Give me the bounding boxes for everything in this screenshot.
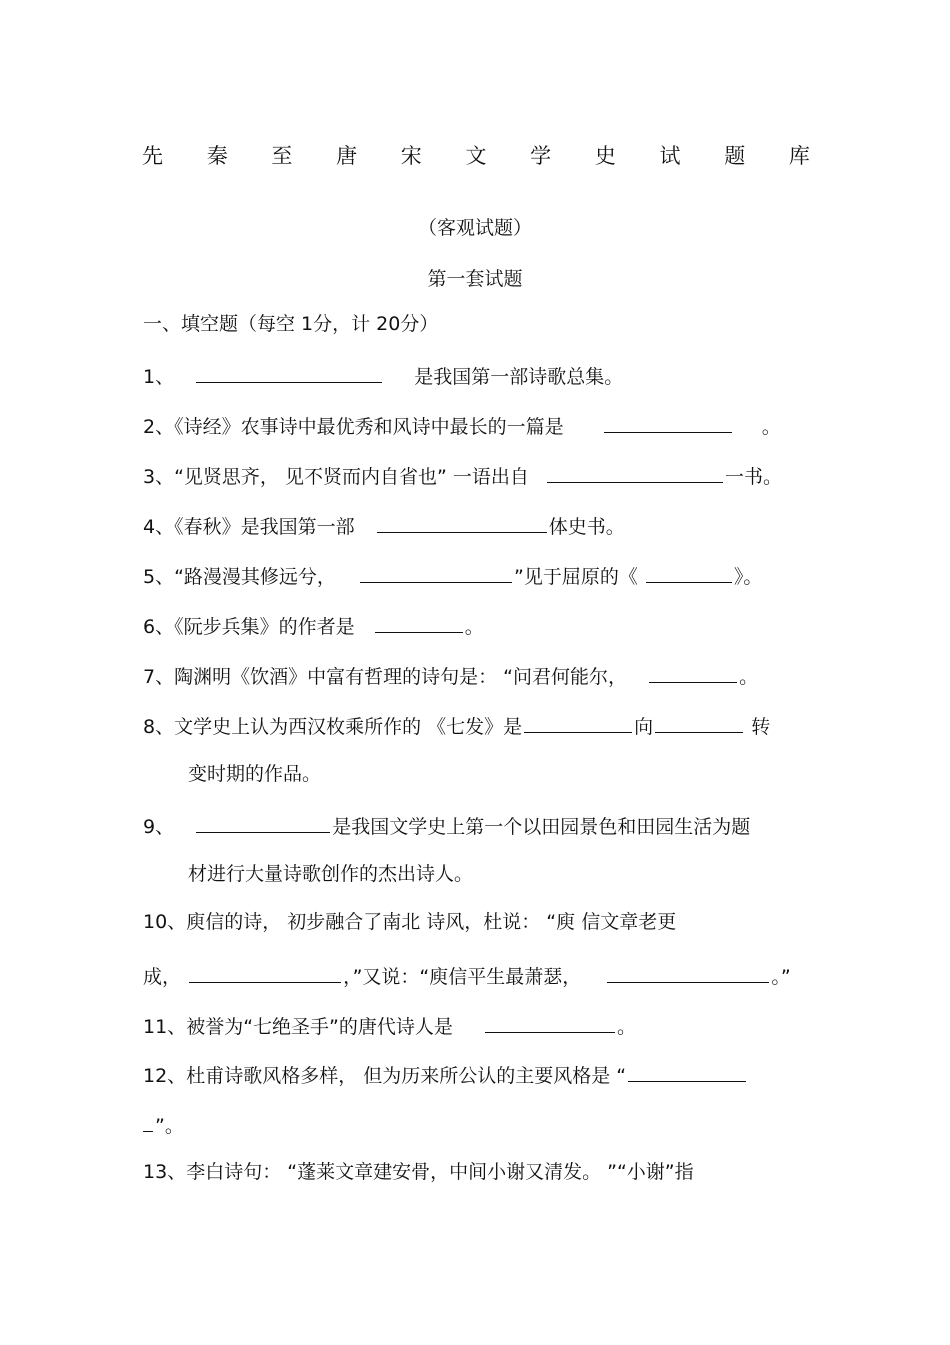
question-end: 》。 (733, 566, 763, 588)
question-number: 5、 (143, 566, 175, 588)
question-5 (143, 562, 762, 589)
answer-blank[interactable] (655, 712, 743, 733)
title-char: 唐 (336, 144, 358, 168)
question-end: 。” (771, 966, 791, 988)
question-number: 4、 (143, 516, 175, 538)
question-6 (143, 612, 484, 639)
title-char: 试 (659, 144, 681, 168)
answer-blank[interactable] (649, 662, 737, 683)
question-end: 体史书。 (548, 516, 625, 538)
subtitle: （客观试题） (417, 217, 532, 239)
question-end: 。 (739, 666, 759, 688)
answer-blank[interactable] (524, 712, 632, 733)
question-end: 。 (464, 616, 484, 638)
title-char: 文 (465, 144, 487, 168)
answer-blank[interactable] (196, 812, 330, 833)
question-9-continued: 材进行大量诗歌创作的杰出诗人。 (188, 863, 474, 885)
question-number: 11、 (143, 1016, 187, 1038)
document-title (142, 140, 810, 170)
question-4 (143, 512, 625, 539)
question-10-continued (143, 962, 791, 989)
question-number: 8、 (143, 716, 175, 738)
question-number: 7、 (143, 666, 175, 688)
title-char: 先 (142, 144, 163, 168)
question-end: 转 (751, 716, 771, 738)
question-number: 12、 (143, 1065, 187, 1087)
question-end: ”。 (155, 1115, 184, 1137)
question-mid: ”见于屈原的《 (514, 566, 638, 588)
question-12 (143, 1061, 748, 1088)
question-text: “路漫漫其修远兮， (174, 566, 336, 588)
question-9 (143, 812, 750, 839)
question-mid: 向 (634, 716, 654, 738)
title-char: 至 (271, 144, 293, 168)
question-number: 2、 (143, 416, 175, 438)
question-7 (143, 662, 758, 689)
question-end: 。 (616, 1016, 636, 1038)
answer-blank[interactable] (360, 562, 512, 583)
question-2 (143, 412, 781, 439)
question-text: 《阮步兵集》的作者是 (174, 616, 355, 638)
question-8 (143, 712, 770, 739)
question-number: 1、 (143, 366, 175, 388)
question-11 (143, 1012, 636, 1039)
question-number: 6、 (143, 616, 175, 638)
question-text: 庾信的诗， 初步融合了南北 诗风，杜说： “庾 信文章老更 (186, 911, 677, 933)
question-8-continued: 变时期的作品。 (188, 763, 322, 785)
question-1 (143, 362, 623, 389)
question-12-continued (143, 1111, 184, 1138)
answer-blank[interactable] (143, 1111, 153, 1132)
question-text: 《春秋》是我国第一部 (174, 516, 355, 538)
question-text: “见贤思齐， 见不贤而内自省也” 一语出自 (174, 466, 529, 488)
question-text: 杜甫诗歌风格多样， 但为历来所公认的主要风格是 “ (186, 1065, 627, 1087)
answer-blank[interactable] (375, 612, 463, 633)
question-number: 9、 (143, 816, 175, 838)
question-text: 文学史上认为西汉枚乘所作的 《七发》是 (174, 716, 523, 738)
answer-blank[interactable] (646, 562, 732, 583)
answer-blank[interactable] (607, 962, 769, 983)
question-3 (143, 462, 782, 489)
question-text: 成， (143, 966, 182, 988)
question-number: 13、 (143, 1161, 187, 1183)
question-13 (143, 1160, 694, 1184)
answer-blank[interactable] (628, 1061, 746, 1082)
section-heading: 一、填空题（每空 1分，计 20分） (143, 313, 439, 335)
title-char: 宋 (400, 144, 422, 168)
answer-blank[interactable] (189, 962, 341, 983)
question-text: 《诗经》农事诗中最优秀和风诗中最长的一篇是 (174, 416, 564, 438)
question-number: 10、 (143, 911, 187, 933)
title-char: 学 (530, 144, 552, 168)
answer-blank[interactable] (485, 1012, 615, 1033)
title-char: 史 (594, 144, 616, 168)
answer-blank[interactable] (377, 512, 547, 533)
question-text: 陶渊明《饮酒》中富有哲理的诗句是： “问君何能尔， (174, 666, 627, 688)
question-number: 3、 (143, 466, 175, 488)
question-end: 一书。 (724, 466, 782, 488)
title-char: 库 (788, 144, 810, 168)
question-10 (143, 910, 676, 934)
title-char: 秦 (206, 144, 228, 168)
question-text: ，”又说：“庾信平生最萧瑟， (343, 966, 582, 988)
question-end: 。 (761, 416, 781, 438)
question-text: 是我国第一部诗歌总集。 (414, 366, 624, 388)
answer-blank[interactable] (604, 412, 732, 433)
question-text: 李白诗句： “蓬莱文章建安骨，中间小谢又清发。 ”“小谢”指 (186, 1161, 694, 1183)
question-text: 是我国文学史上第一个以田园景色和田园生活为题 (332, 816, 751, 838)
title-char: 题 (724, 144, 746, 168)
answer-blank[interactable] (547, 462, 723, 483)
answer-blank[interactable] (196, 362, 382, 383)
set-title: 第一套试题 (427, 268, 523, 290)
question-text: 被誉为“七绝圣手”的唐代诗人是 (186, 1016, 453, 1038)
